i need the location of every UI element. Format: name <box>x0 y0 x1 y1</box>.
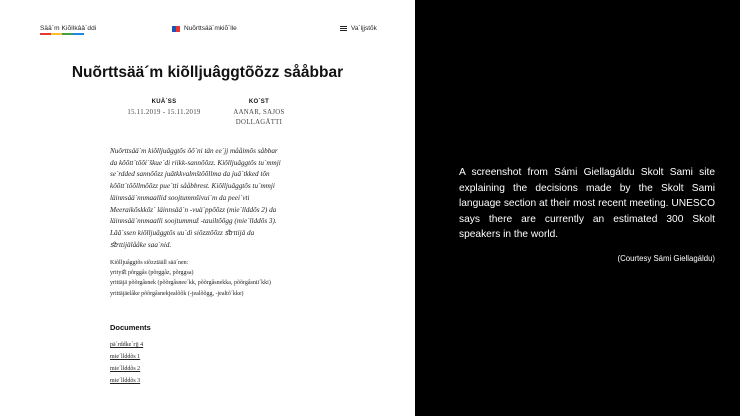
event-place-label: KO´ST <box>248 99 270 105</box>
terminology-line: yrittäjäelåke põõrgâsnekjealõõk (-jealõõgg, -jealtõ´kke) <box>110 290 244 297</box>
document-link[interactable]: mie´llddõs 1 <box>110 354 141 360</box>
documents-list <box>110 339 143 387</box>
intro-line: Nuõrttsää´m kiõlljuâggtõs õõ´ni tän ee´jj mååimõs såbbar <box>110 147 278 155</box>
site-logo-text: Sää´m Kiõllkââ´ddi <box>40 25 97 32</box>
document-link[interactable]: pä´rddke´rjj 4 <box>110 342 144 348</box>
terminology-line: Kiõlljuâggtõs siõzztää⁠ll sää´nen: <box>110 260 189 266</box>
event-place-line: AANAR, SAJOS <box>233 109 285 116</box>
logo-color-yellow <box>51 33 62 35</box>
hamburger-icon <box>340 26 347 31</box>
language-label: Nuõrttsää´mkiõ´lle <box>184 25 237 32</box>
logo-color-green <box>62 33 73 35</box>
terminology-line: yrittäjä põõrgâsnek (põõrgâsnee´kk, põõrgâsnekka, põõrgâsnii´kki) <box>110 280 271 287</box>
page-title: Nuõrttsää´m kiõlljuâggtõõzz sååbbar <box>71 64 344 81</box>
caption-credit: (Courtesy Sámi Giellagáldu) <box>617 254 715 263</box>
site-logo[interactable] <box>40 25 96 35</box>
intro-line: da kõõtt´tõõi´škue´di riikk-sannõõzz. Kiõlljuâggtõs tu´mmji <box>110 158 281 167</box>
event-time <box>120 99 208 118</box>
intro-line: kõõtt´tõõllmõõzz pue´tti sååbbrest. Kiõlljuâggtõs tu´mmji <box>110 182 275 191</box>
flag-icon <box>172 26 180 32</box>
menu-button[interactable] <box>340 25 377 32</box>
intro-line: Meeraikõskkõz´ läinnsää´n -vuä´ppõõzz (mie´llddõs 2) da <box>110 205 277 214</box>
terminology-line: yrityﬆ põrggâs (põrggâz, põrggsa) <box>110 270 194 277</box>
document-link[interactable]: mie´llddõs 2 <box>110 366 141 372</box>
logo-color-bar <box>40 33 84 35</box>
event-place <box>226 99 292 127</box>
intro-line: ﬆrttijälååke saa´nid. <box>110 240 172 249</box>
document-link[interactable]: mie´llddõs 3 <box>110 378 141 384</box>
event-place-value <box>226 108 292 127</box>
event-time-label: KUÄ´SS <box>151 99 177 105</box>
intro-line: Lââ´ssen kiõlljuâggtõs uu´di siõzztõõzz ﬆrttijä da <box>110 228 255 237</box>
menu-label: Va´ljjstõk <box>351 25 377 32</box>
logo-color-red <box>40 33 51 35</box>
logo-color-blue <box>73 33 84 35</box>
caption-panel <box>415 0 740 416</box>
caption-text: A screenshot from Sámi Giellagáldu Skolt Sami site explaining the decisions made by the Skolt Sami language section at their most recent meeting. UNESCO says there are currently an estimated 300 Skolt speakers in the world. <box>459 167 715 240</box>
intro-line: se´rdded sannõõzz juâtkkvalmštõõllma da juâ´tkked tõn <box>110 170 270 179</box>
documents-heading: Documents <box>110 323 151 332</box>
event-time-value: 15.11.2019 - 15.11.2019 <box>127 109 201 116</box>
intro-line: läinnsää´nnmaallid soojtummšivui´m da peei´vti <box>110 193 250 202</box>
article-intro <box>110 146 306 251</box>
intro-line: läinnsää´nnmaalli soojtummuž -tauiltõõgg (mie´llddõs 3). <box>110 217 277 226</box>
event-place-line: DOLLAGÅTTI <box>235 118 283 126</box>
terminology-list <box>110 258 310 299</box>
language-selector[interactable] <box>172 25 237 32</box>
